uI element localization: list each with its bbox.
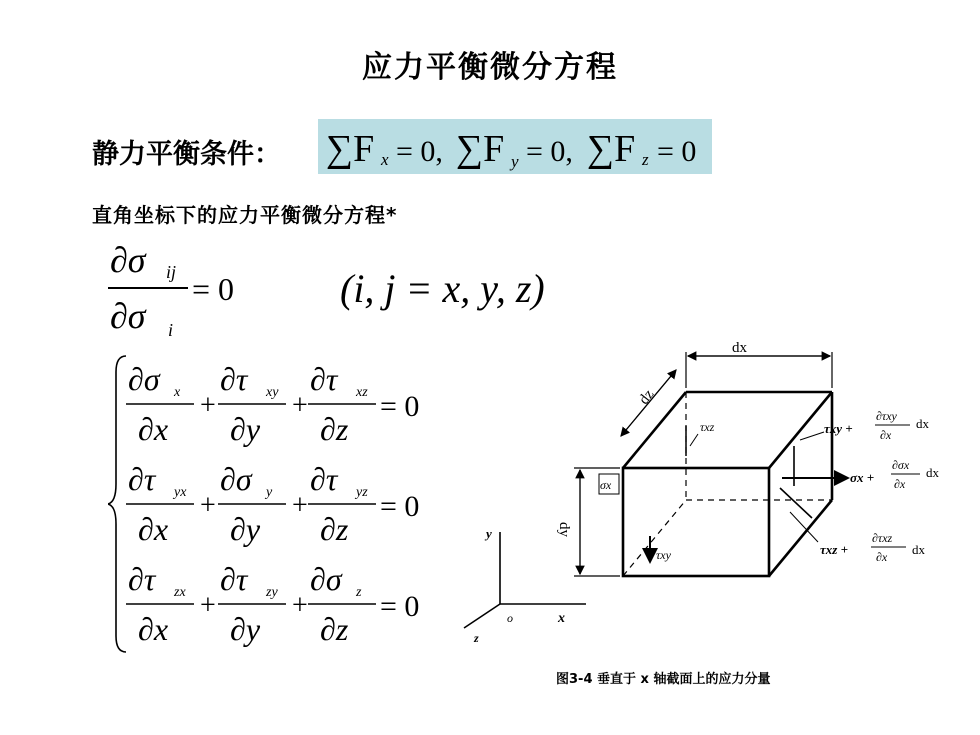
right-tau-xz-dx: dx [912,542,925,557]
gen-denominator-sub: i [168,320,174,340]
row-rhs: = 0 [380,390,420,423]
plus-sign: + [292,590,308,621]
static-equilibrium-equations [318,119,712,174]
gen-denominator: ∂σ [110,296,146,336]
dim-dz-label: dz [636,386,658,408]
term-denominator: ∂x [138,511,169,547]
axis-y-label: y [486,526,492,541]
term-numerator-sub: zy [266,585,278,600]
axis-x-label: x [558,611,565,626]
label-sigma-x: σx [600,478,612,492]
term-numerator-sub: y [266,485,273,500]
term-numerator: ∂σ [128,361,160,397]
gen-rhs: = 0 [192,271,235,307]
equilibrium-system [108,352,448,662]
term-numerator-sub: zx [174,585,186,600]
term-numerator: ∂τ [310,361,338,397]
term-numerator: ∂τ [310,461,338,497]
term-numerator-sub: x [174,385,181,400]
term-numerator-sub: yz [356,485,368,500]
plus-sign: + [292,390,308,421]
term-numerator: ∂τ [220,561,248,597]
term-denominator: ∂y [230,411,261,447]
right-tau-xy-num: ∂τxy [876,409,897,423]
cartesian-subtitle: 直角坐标下的应力平衡微分方程* [92,203,398,227]
term-denominator: ∂z [320,511,349,547]
cube [623,392,832,576]
plus-sign: + [292,490,308,521]
figure-caption: 图3-4 垂直于 x 轴截面上的应力分量 [556,672,771,687]
gen-numerator-sub: ij [166,262,177,282]
sub-x: x [381,150,389,169]
plus-sign: + [200,390,216,421]
sub-z: z [642,150,649,169]
right-tau-xz-den: ∂x [876,550,888,564]
system-brace [108,356,126,652]
term-numerator-sub: yx [174,485,187,500]
plus-sign: + [200,590,216,621]
right-tau-xz-label: τxz + [820,542,848,557]
axis-origin-label: o [507,611,513,625]
right-sigma-x-dx: dx [926,465,939,480]
term-denominator: ∂z [320,611,349,647]
dim-dy-label: dy [556,522,572,537]
general-equilibrium-equation [100,232,600,342]
right-tau-xy-dx: dx [916,416,929,431]
gen-indices: (i, j = x, y, z) [340,266,545,311]
term-denominator: ∂y [230,511,261,547]
right-tau-xz-num: ∂τxz [872,531,893,545]
term-numerator: ∂τ [128,461,156,497]
right-sigma-x-den: ∂x [894,477,906,491]
right-tau-xy-den: ∂x [880,428,892,442]
sum-fy: ∑F [456,128,505,170]
sum-fz: ∑F [587,128,636,170]
cube-front-face [623,468,769,576]
right-tau-xy-label: τxy + [824,421,853,436]
term-numerator: ∂σ [310,561,342,597]
coordinate-axes [464,532,586,628]
term-numerator: ∂σ [220,461,252,497]
term-denominator: ∂x [138,611,169,647]
gen-numerator: ∂σ [110,240,146,280]
right-sigma-x-label: σx + [850,470,875,485]
eq-y: = 0, [526,135,573,168]
term-denominator: ∂y [230,611,261,647]
eq-x: = 0, [396,135,443,168]
sum-fx: ∑F [326,128,375,170]
static-equilibrium-label: 静力平衡条件： [92,139,281,170]
label-tau-xz: τxz [700,420,715,434]
term-numerator-sub: xy [266,385,279,400]
term-numerator: ∂τ [128,561,156,597]
right-tau-xz-arrow [780,488,812,518]
term-numerator-sub: xz [356,385,368,400]
term-denominator: ∂x [138,411,169,447]
dim-dx [686,352,832,388]
plus-sign: + [200,490,216,521]
axis-z-label: z [474,631,479,645]
row-rhs: = 0 [380,490,420,523]
term-numerator: ∂τ [220,361,248,397]
slide-title: 应力平衡微分方程 [362,50,618,85]
term-denominator: ∂z [320,411,349,447]
stress-element-figure [450,336,960,656]
right-sigma-x-num: ∂σx [892,458,910,472]
term-numerator-sub: z [356,585,362,600]
sub-y: y [511,152,519,171]
label-tau-xy: τxy [656,548,671,562]
eq-z: = 0 [657,135,697,168]
row-rhs: = 0 [380,590,420,623]
dim-dx-label: dx [732,340,747,356]
